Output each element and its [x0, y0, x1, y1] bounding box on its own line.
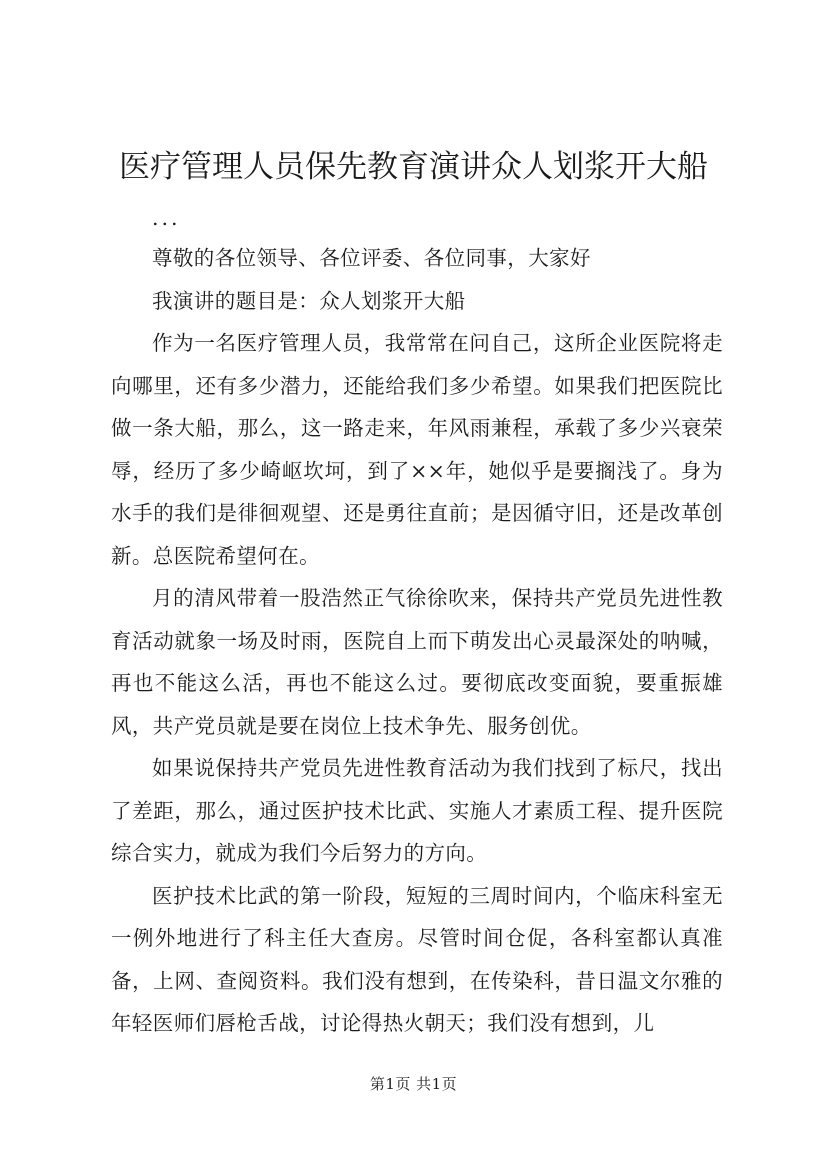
body-paragraph: 如果说保持共产党员先进性教育活动为我们找到了标尺，找出了差距，那么，通过医护技术比武、实施人才素质工程、提升医院综合实力，就成为我们今后努力的方向。	[111, 756, 723, 865]
document-body	[111, 199, 723, 1045]
ellipsis-paragraph: ...	[152, 206, 181, 230]
page-number-footer: 第1页 共1页	[369, 1075, 458, 1093]
greeting-paragraph: 尊敬的各位领导、各位评委、各位同事，大家好	[152, 246, 591, 270]
body-paragraph: 月的清风带着一股浩然正气徐徐吹来，保持共产党员先进性教育活动就象一场及时雨，医院自上而下萌发出心灵最深处的呐喊，再也不能这么活，再也不能这么过。要彻底改变面貌，要重振雄风，共产党员就是要在岗位上技术争先、服务创优。	[111, 586, 723, 738]
document-title: 医疗管理人员保先教育演讲众人划浆开大船	[119, 149, 708, 185]
body-paragraph: 作为一名医疗管理人员，我常常在问自己，这所企业医院将走向哪里，还有多少潜力，还能给我们多少希望。如果我们把医院比做一条大船，那么，这一路走来，年风雨兼程，承载了多少兴衰荣辱，经历了多少崎岖坎坷，到了××年，她似乎是要搁浅了。身为水手的我们是徘徊观望、还是勇往直前；是因循守旧，还是改革创新。总医院希望何在。	[111, 331, 723, 568]
body-paragraph: 医护技术比武的第一阶段，短短的三周时间内，个临床科室无一例外地进行了科主任大查房。尽管时间仓促，各科室都认真准备，上网、查阅资料。我们没有想到，在传染科，昔日温文尔雅的年轻医师们唇枪舌战，讨论得热火朝天；我们没有想到，儿	[111, 883, 723, 1035]
topic-paragraph: 我演讲的题目是：众人划浆开大船	[152, 288, 466, 313]
